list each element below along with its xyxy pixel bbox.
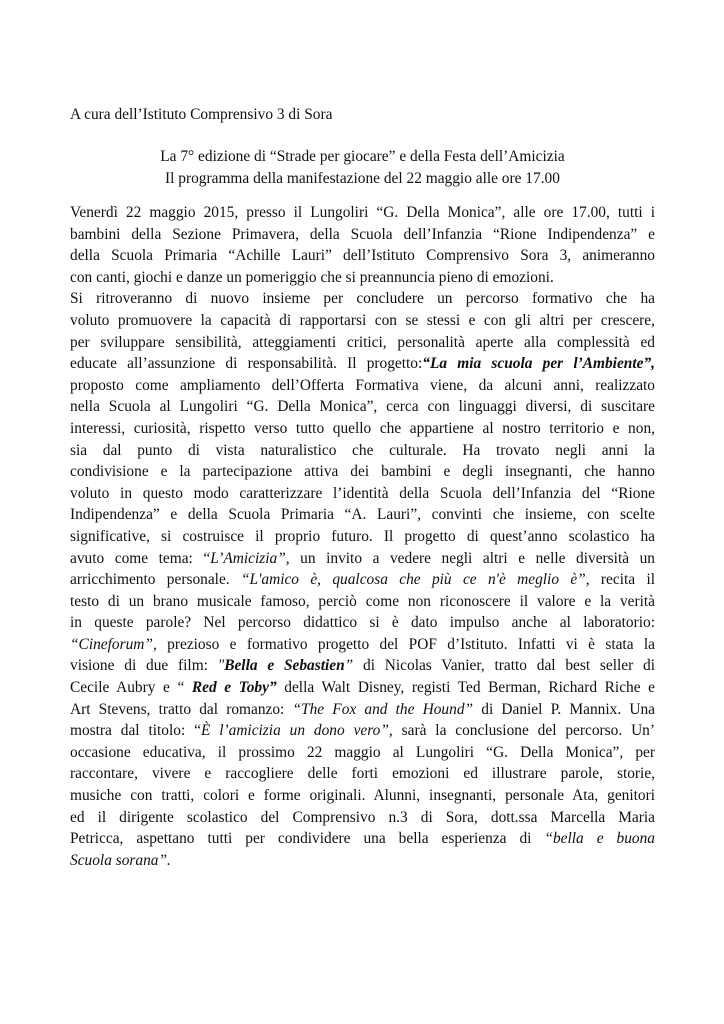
body-line: testo di un brano musicale famoso, perciò come non riconoscere il valore e la verità xyxy=(70,592,655,610)
body-line: Venerdì 22 maggio 2015, presso il Lungoliri “G. Della Monica”, alle ore 17.00, tutti i xyxy=(70,204,655,221)
body-line: voluto in questo modo caratterizzare l’identità della Scuola dell’Infanzia del “Rione xyxy=(70,484,655,502)
body-text-segment: visione di due film: xyxy=(70,657,218,675)
film-title-2: Red e Toby” xyxy=(191,679,277,697)
body-line xyxy=(70,634,655,656)
body-line: interessi, curiosità, rispetto verso tutto quello che appartiene al nostro territorio e non, xyxy=(70,419,655,437)
body-line: Indipendenza” e della Scuola Primaria “A. Lauri”, convinti che insieme, con scelte xyxy=(70,506,655,524)
closing-quote: Scuola sorana”. xyxy=(70,851,171,869)
body-text-segment: Petricca, aspettano tutti per condividere una bella esperienza di xyxy=(70,830,545,848)
body-line xyxy=(70,850,655,872)
body-line: ed il dirigente scolastico del Comprensivo n.3 di Sora, dott.ssa Marcella Maria xyxy=(70,808,655,826)
body-line xyxy=(70,655,655,677)
body-line xyxy=(70,353,655,375)
body-text-segment: Art Stevens, tratto dal romanzo: xyxy=(70,700,293,718)
body-line: per sviluppare sensibilità, atteggiamenti critici, personalità aperte alla complessità ed xyxy=(70,333,655,351)
body-line: musiche con tratti, colori e forme originali. Alunni, insegnanti, personale Ata, genitori xyxy=(70,787,655,805)
closing-quote: “bella e buona xyxy=(544,830,656,848)
body-line xyxy=(70,699,655,721)
body-text-segment: sarà la conclusione del percorso. Un’ xyxy=(392,722,656,740)
body-line: con canti, giochi e danze un pomeriggio che si preannuncia pieno di emozioni. xyxy=(70,268,554,286)
body-text-segment: un invito a vedere negli altri e nelle diversità un xyxy=(289,549,655,567)
body-text-segment: di Nicolas Vanier, tratto dal best seller di xyxy=(353,657,656,675)
body-line xyxy=(70,677,655,699)
body-text-segment: Cecile Aubry e “ xyxy=(70,679,192,697)
body-line xyxy=(70,569,655,591)
body-line: proposto come ampliamento dell’Offerta Formativa viene, da alcuni anni, realizzato xyxy=(70,376,655,394)
body-line: significative, si costruisce il proprio futuro. Il progetto di quest’anno scolastico ha xyxy=(70,527,655,545)
exhibition-title: È l’amicizia un dono vero”, xyxy=(200,722,393,740)
body-line xyxy=(70,548,655,570)
body-text-segment: avuto come tema: “ xyxy=(70,549,211,567)
body-text-segment: arricchimento personale. xyxy=(70,571,241,589)
film-title-1: Bella e Sebastien xyxy=(224,657,345,675)
body-text-segment: mostra dal titolo: “ xyxy=(70,722,201,740)
body-text-segment: di Daniel P. Mannix. Una xyxy=(473,700,655,718)
body-line: in queste parole? Nel percorso didattico si è dato impulso anche al laboratorio: xyxy=(70,614,655,632)
workshop-title: “Cineforum”, xyxy=(70,635,157,653)
body-text-segment: educate all’assunzione di responsabilità. Il progetto: xyxy=(70,355,423,373)
body-text-segment: della Walt Disney, registi Ted Berman, Richard Riche e xyxy=(276,679,655,697)
heading-line-2: Il programma della manifestazione del 22 maggio alle ore 17.00 xyxy=(165,170,560,187)
body-line: bambini della Sezione Primavera, della Scuola dell’Infanzia “Rione Indipendenza” e xyxy=(70,225,655,243)
body-line: della Scuola Primaria “Achille Lauri” dell’Istituto Comprensivo Sora 3, animeranno xyxy=(70,247,655,265)
body-line: voluto promuovere la capacità di rapportarsi con se stessi e con gli altri per crescere, xyxy=(70,311,655,329)
quote-mark: " xyxy=(217,657,225,675)
quote-mark: ” xyxy=(344,657,354,675)
article-body xyxy=(70,202,655,871)
body-line: nella Scuola al Lungoliri “G. Della Monica”, cerca con linguaggi diversi, di suscitare xyxy=(70,398,655,416)
project-title: “La mia scuola per l’Ambiente”, xyxy=(422,355,655,373)
body-line: Si ritroveranno di nuovo insieme per concludere un percorso formativo che ha xyxy=(70,290,655,308)
body-text-segment: prezioso e formativo progetto del POF d’Istituto. Infatti vi è stata la xyxy=(156,635,655,653)
body-line xyxy=(70,828,655,850)
heading-line-1: La 7° edizione di “Strade per giocare” e della Festa dell’Amicizia xyxy=(160,148,565,165)
body-line: sia dal punto di vista naturalistico che culturale. Ha trovato negli anni la xyxy=(70,441,655,459)
novel-title: “The Fox and the Hound” xyxy=(292,700,474,718)
song-quote: “L'amico è, qualcosa che più ce n'è meglio è”, xyxy=(240,571,590,589)
body-line xyxy=(70,720,655,742)
body-text-segment: recita il xyxy=(589,571,655,589)
body-line: condivisione e la partecipazione attiva dei bambini e degli insegnanti, che hanno xyxy=(70,463,655,481)
body-line: raccontare, vivere e raccogliere delle forti emozioni ed illustrare parole, storie, xyxy=(70,765,655,783)
body-line: occasione educativa, il prossimo 22 maggio al Lungoliri “G. Della Monica”, per xyxy=(70,743,655,761)
theme-title: L’Amicizia”, xyxy=(210,549,290,567)
document-heading xyxy=(70,146,655,190)
byline: A cura dell’Istituto Comprensivo 3 di Sora xyxy=(70,106,333,123)
